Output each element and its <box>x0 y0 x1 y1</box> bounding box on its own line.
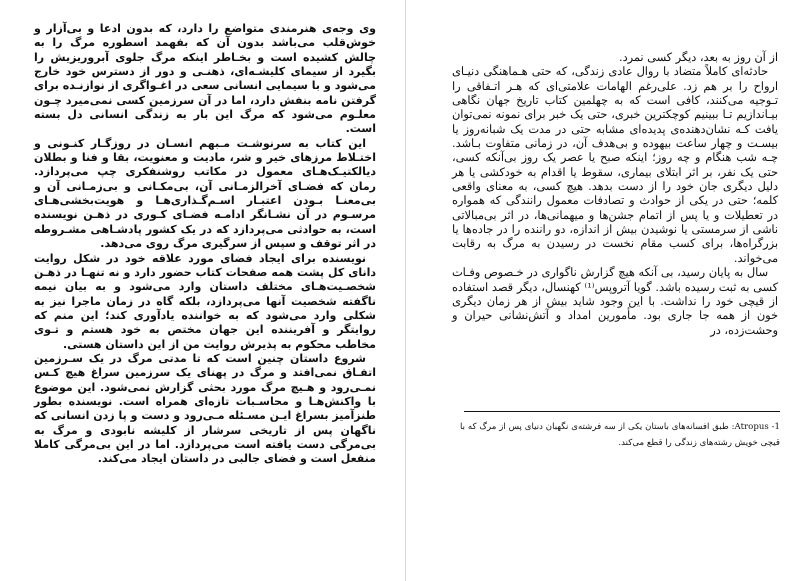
right-paragraph-2: حادثه‌ای کاملاً متضاد با روال عادی زندگی، که حتی هـماهنگی دنیـای ارواح را بر هم زد. علی‌رغم الهامات علامتی‌ای که هـر اتـفاقی را تـوجیه می‌کنند، کافی است که به چهلمین کتاب تاریخ جهان نگاهی بیـاندازیم تـا ببینیم کوچکترین خبری، حتی یک خبر برای نمونه نمی‌توان یافت کـه نشان‌دهنده‌ی پدیده‌ای مشابه حتی در مدت یک شبانه‌روز یا بیسـت و چهار ساعت بیهوده و بی‌هدف آن، در زمانی متفاوت بـاشد. چـه شب هنگام و چه روز؛ اینکه صبح یا عصر یک روز بی‌آنکه کسی، حتی یک نفر، بر اثر ابتلای بیماری، سقوط یا اقدام به خودکشی یا هر دلیل دیگری جان خود را از دست بدهد. هیچ کسی، به معنای واقعی کلمه؛ حتی در یکی از حوادث و تصادفات معمول رانندگی که همواره در تعطیلات و یا پس از اتمام جشن‌ها و میهمانی‌ها، در اثر بی‌مبالاتی ناشی از سرمستی یا نوشیدن بیش از اندازه، دو راننده را در جاده‌ها یا بزرگراه‌ها، برای کسب مقام نخست در رسیدن به مرگ به رقابت می‌خواند. <box>452 65 778 265</box>
left-paragraph-4: شروع داستان چنین است که تا مدتی مرگ در یک سـرزمین اتفـاق نمی‌افتد و مرگ در پهنای یک سرزمین سراغ هیچ کـس نمـی‌رود و هـیچ مرگ مورد بحثی گزارش نمی‌شود. این موضوع با واکنش‌هـا و محاسـبات تازه‌ای همراه است. نویسنده بطور طنزآمیز بسراغ ایـن مسـئله مـی‌رود و دست و پا زدن انسانی که ناگهان پس از تاریخی سرشار از کلیشه نابودی و مرگ به بی‌مرگی دست یافته است می‌پردازد. اما در این بی‌مرگی کاملا منفعل است و فضای جالبی در داستان ایجاد می‌کند. <box>34 351 376 466</box>
right-paragraph-1: از آن روز به بعد، دیگر کسی نمرد. <box>619 51 778 64</box>
right-page-text <box>452 51 778 338</box>
left-paragraph-1: وی وجه‌ی هنرمندی متواضع را دارد، که بدون ادعا و بی‌آزار و خوش‌قلب می‌باشد بدون آن که بفهمد اسطوره مرگ را به چالش کشیده است و بخـاطر اینکه مرگ جلوی آبروریزیش را بگیرد از سیمای کلیشـه‌ای، ذهنـی و دور از دسترس خود خارج می‌شود و با سیمایی انسانی سعی در اغـواگری از نوازنـده برای گرفتن نامه بنفش دارد، اما در آن سرزمین کسی نمی‌میرد چـون معلـوم می‌شود که مرگ این بار به زندگی انسانی دل بسته است. <box>34 22 376 136</box>
footnote: 1- Atropus: طبق افسانه‌های باستان یکی از سه فرشته‌ی نگهبان دنیای پس از مرگ که با قیچی خویش رشته‌های زندگی را قطع می‌کند. <box>460 422 780 448</box>
left-paragraph-2: این کتاب به سرنوشـت مـبهم انسـان در روزگـار کنـونی و اختـلاط مرزهای خیر و شر، مادیت و معنویت، بقا و فنا و بطلان دیالکتیـک‌هـای معمول در مکاتب روشنفکری چپ می‌پردازد. رمان که فضـای آخرالزمـانی آن، بی‌مکـانی و بی‌زمـانی آن و بی‌معنـا بـودن اعتبـار اسـم‌گـذاری‌هـا و هویت‌بخشی‌هـای مرسـوم در آن نشـانگر ادامـه فضـای کـوری در ذهـن نویسنده است، به حوادثی می‌پردازد که در یک کشور پادشـاهی مشـروطه در اثر توقف و سپس از سرگیری مرگ روی می‌دهد. <box>34 136 376 251</box>
left-page <box>0 0 405 581</box>
left-page-text <box>34 22 376 467</box>
footnote-divider <box>464 411 780 412</box>
right-paragraph-3: سال به پایان رسید، بی آنکه هیچ گزارش ناگواری در خـصوص وفـات کسی به ثبت رسیده باشد. گویا آتروپس⁽¹⁾ کهنسال، دیگر قصد استفاده از قیچی خود را نداشت. با این وجود شاید بیش از هر زمان دیگری خون از همه جا جاری بود. مأمورین امداد و آتش‌نشانی حیران و وحشت‌زده، در <box>452 266 778 337</box>
left-paragraph-3: نویسنده برای ایجاد فضای مورد علاقه خود در شکل روایت دانای کل پشت همه صفحات کتاب حضور دارد و نه تنهـا در ذهـن شخصـیت‌هـای مختلف داستان وارد می‌شود و به بیان نیمه ناگفته شخصیت آنها می‌پردازد، بلکه گاه در زمان ماجرا نیز به شکلی وارد می‌شود که به خواننده یادآوری کند؛ این منم که روایتگر و آفریننده این جهان مختص به خود هستم و تـوی مخاطب محکوم به پذیرش روایت من از این داستان هستی. <box>34 251 376 351</box>
right-page <box>406 0 811 581</box>
